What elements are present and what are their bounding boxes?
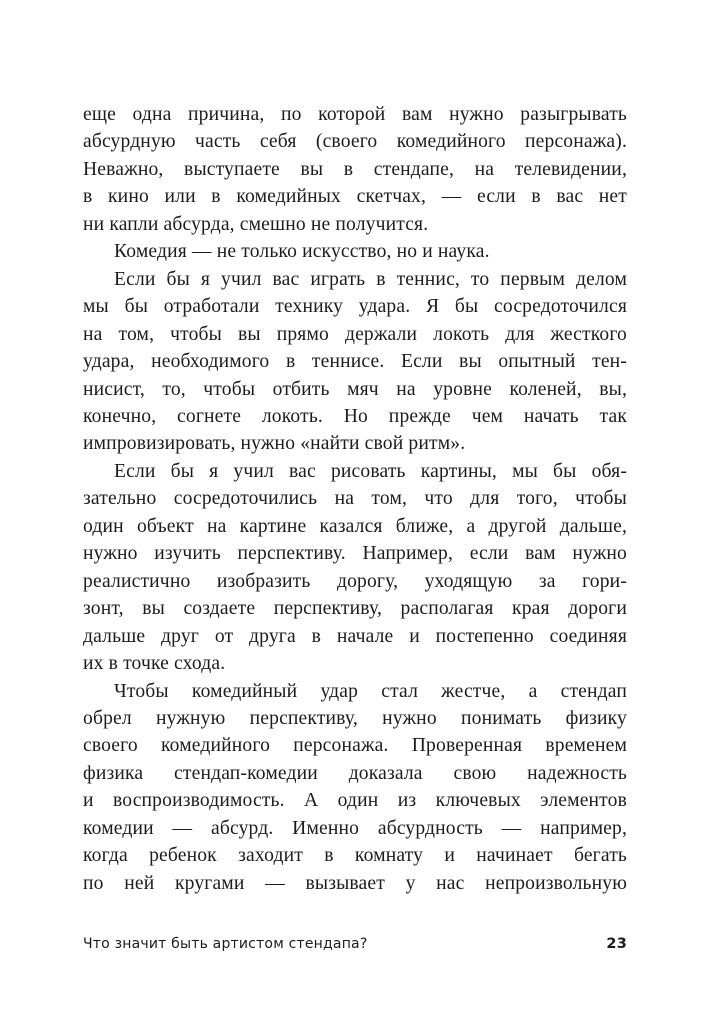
text-line: когда ребенок заходит в комнату и начинает бегать [83,845,627,867]
text-line: своего комедийного персонажа. Проверенная временем [83,735,627,757]
page-footer [83,936,627,952]
running-title: Что значит быть артистом стендапа? [83,936,368,952]
text-line: реалистично изобразить дорогу, уходящую за гори- [83,570,627,592]
text-line: зательно сосредоточились на том, что для того, чтобы [83,488,627,510]
text-line: Если бы я учил вас рисовать картины, мы бы обя- [114,460,627,482]
text-line: физика стендап-комедии доказала свою надежность [83,762,627,784]
text-line: мы бы отработали технику удара. Я бы сосредоточился [83,296,627,318]
text-line: Неважно, выступаете вы в стендапе, на телевидении, [83,158,627,180]
text-line: конечно, согнете локоть. Но прежде чем начать так [83,405,627,427]
text-line: один объект на картине казался ближе, а другой дальше, [83,515,627,537]
text-line: на том, чтобы вы прямо держали локоть для жесткого [83,323,627,345]
text-line: импровизировать, нужно «найти свой ритм». [83,433,466,455]
text-line: обрел нужную перспективу, нужно понимать физику [83,707,627,729]
text-line: их в точке схода. [83,653,226,675]
text-line: комедии — абсурд. Именно абсурдность — например, [83,817,627,839]
text-line: ни капли абсурда, смешно не получится. [83,213,429,235]
page-number: 23 [606,936,627,952]
text-line: нужно изучить перспективу. Например, если вам нужно [83,543,627,565]
text-line: зонт, вы создаете перспективу, располагая края дороги [83,598,627,620]
text-line: в кино или в комедийных скетчах, — если в вас нет [83,186,627,208]
text-line: Чтобы комедийный удар стал жестче, а стендап [114,680,627,702]
text-line: Комедия — не только искусство, но и наука. [114,241,490,263]
text-line: дальше друг от друга в начале и постепенно соединяя [83,625,627,647]
text-line: по ней кругами — вызывает у нас непроизвольную [83,872,627,894]
text-line: нисист, то, чтобы отбить мяч на уровне коленей, вы, [83,378,627,400]
text-line: удара, необходимого в теннисе. Если вы опытный тен- [83,351,627,373]
page-text [83,101,627,897]
text-line: абсурдную часть себя (своего комедийного персонажа). [83,131,627,153]
text-line: еще одна причина, по которой вам нужно разыгрывать [83,104,627,125]
text-line: и воспроизводимость. А один из ключевых элементов [83,790,627,812]
text-line: Если бы я учил вас играть в теннис, то первым делом [114,268,627,290]
